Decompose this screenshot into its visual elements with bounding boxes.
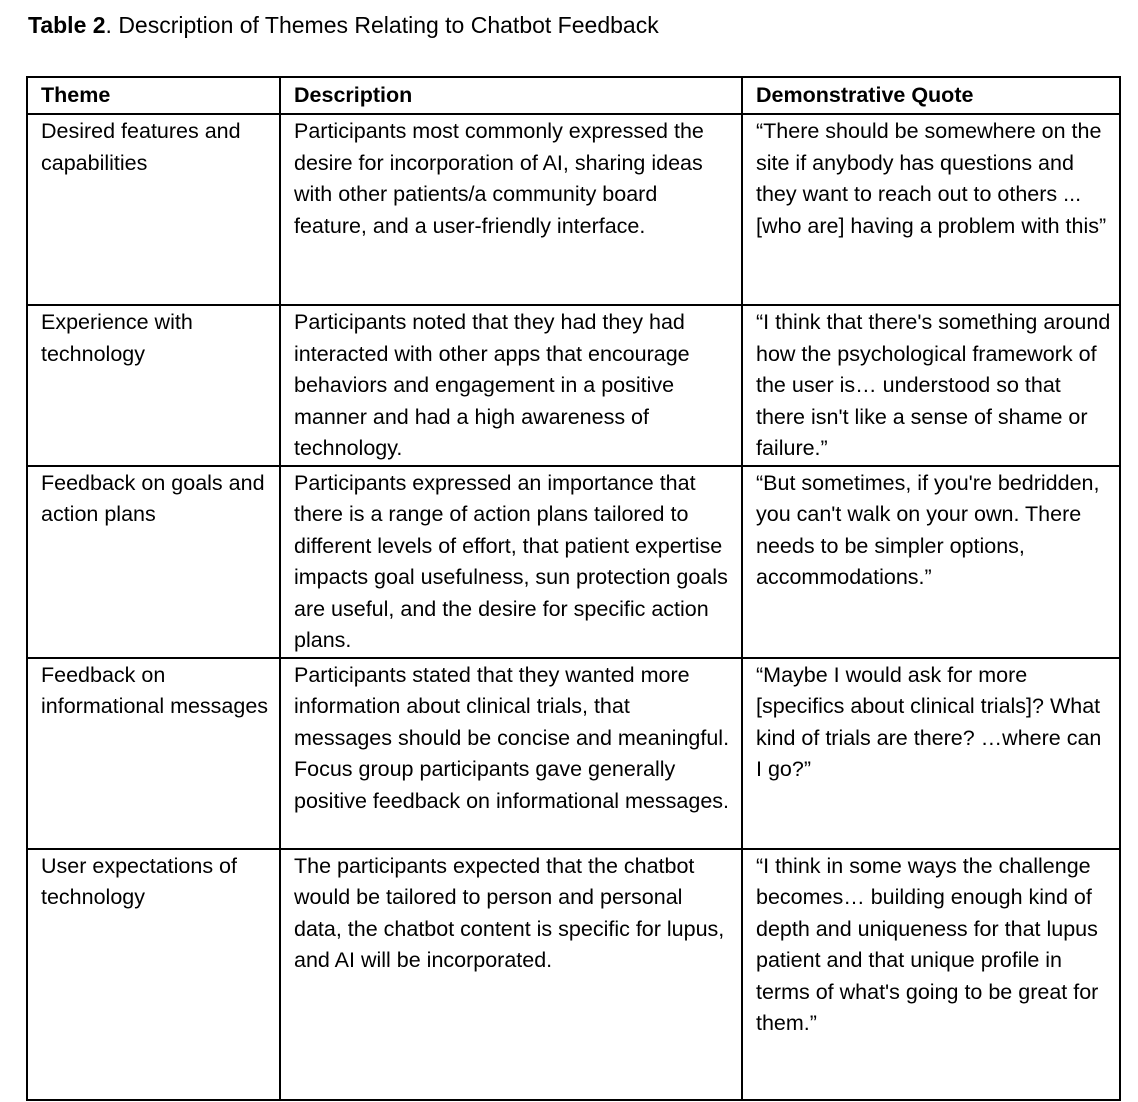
- description-cell: The participants expected that the chatbot would be tailored to person and personal data, the chatbot content is specific for lupus, and AI will be incorporated.: [280, 849, 742, 1100]
- table-row: [27, 114, 1120, 305]
- description-cell: Participants stated that they wanted more information about clinical trials, that messages should be concise and meaningful. Focus group participants gave generally positive feedback on informational messages.: [280, 658, 742, 849]
- theme-cell: Feedback on goals and action plans: [27, 466, 280, 658]
- quote-cell: “Maybe I would ask for more [specifics about clinical trials]? What kind of trials are there? …where can I go?”: [742, 658, 1120, 849]
- column-header-description: Description: [280, 77, 742, 114]
- quote-cell: “I think in some ways the challenge becomes… building enough kind of depth and uniqueness for that lupus patient and that unique profile in terms of what's going to be great for them.”: [742, 849, 1120, 1100]
- table-row: [27, 466, 1120, 658]
- column-header-quote: Demonstrative Quote: [742, 77, 1120, 114]
- description-cell: Participants noted that they had they had interacted with other apps that encourage behaviors and engagement in a positive manner and had a high awareness of technology.: [280, 305, 742, 466]
- column-header-theme: Theme: [27, 77, 280, 114]
- table-row: [27, 658, 1120, 849]
- themes-table: [26, 76, 1121, 1101]
- theme-cell: Feedback on informational messages: [27, 658, 280, 849]
- description-cell: Participants most commonly expressed the desire for incorporation of AI, sharing ideas with other patients/a community board feature, and a user-friendly interface.: [280, 114, 742, 305]
- table-caption: [28, 9, 659, 41]
- quote-cell: “But sometimes, if you're bedridden, you can't walk on your own. There needs to be simpler options, accommodations.”: [742, 466, 1120, 658]
- theme-cell: User expectations of technology: [27, 849, 280, 1100]
- description-cell: Participants expressed an importance that there is a range of action plans tailored to different levels of effort, that patient expertise impacts goal usefulness, sun protection goals are useful, and the desire for specific action plans.: [280, 466, 742, 658]
- theme-cell: Desired features and capabilities: [27, 114, 280, 305]
- quote-cell: “There should be somewhere on the site if anybody has questions and they want to reach out to others ... [who are] having a problem with this”: [742, 114, 1120, 305]
- table-row: [27, 305, 1120, 466]
- table-caption-label: Table 2: [28, 12, 106, 38]
- quote-cell: “I think that there's something around how the psychological framework of the user is… understood so that there isn't like a sense of shame or failure.”: [742, 305, 1120, 466]
- table-row: [27, 849, 1120, 1100]
- theme-cell: Experience with technology: [27, 305, 280, 466]
- table-caption-text: . Description of Themes Relating to Chatbot Feedback: [105, 12, 659, 38]
- table-header-row: [27, 77, 1120, 114]
